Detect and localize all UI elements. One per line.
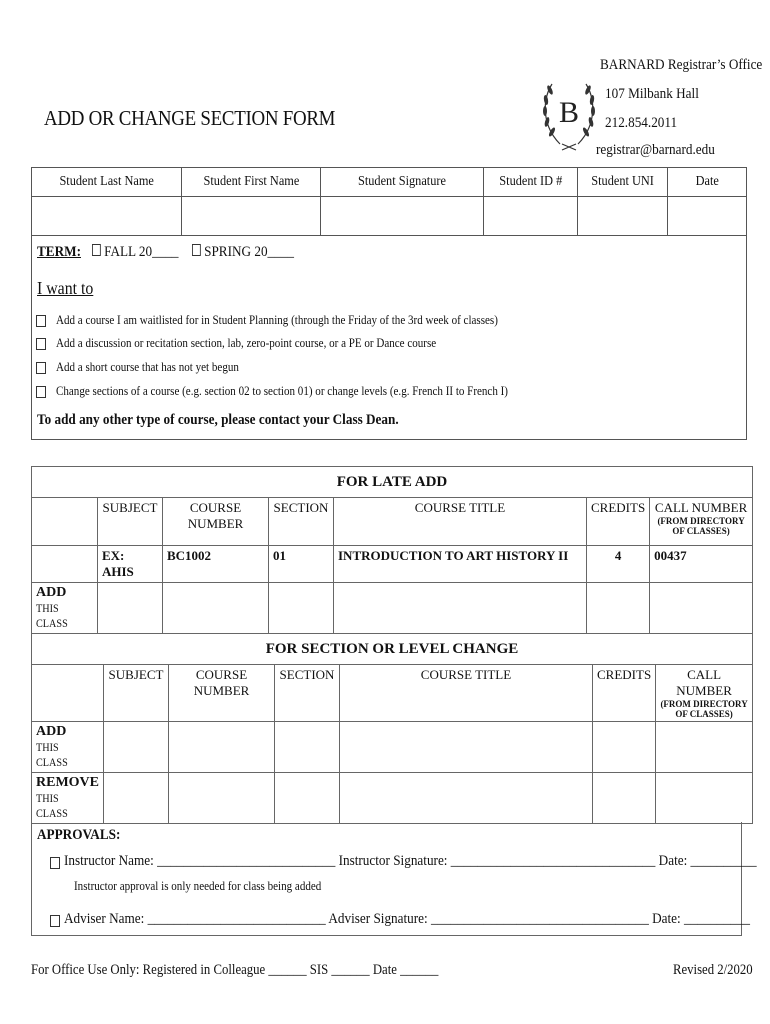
spring-checkbox[interactable] bbox=[192, 244, 201, 256]
office-use-line: For Office Use Only: Registered in Colleague ______ SIS ______ Date ______ bbox=[31, 962, 439, 978]
col-credits: CREDITS bbox=[587, 498, 650, 546]
approvals-section bbox=[31, 822, 757, 936]
late-add-section-field[interactable] bbox=[269, 583, 334, 634]
change-col-credits: CREDITS bbox=[593, 665, 656, 722]
adviser-approval[interactable] bbox=[50, 911, 750, 932]
signature-field[interactable] bbox=[321, 197, 484, 236]
change-col-course-title: COURSE TITLE bbox=[340, 665, 593, 722]
change-add-section-field[interactable] bbox=[275, 722, 340, 773]
term-label: TERM: bbox=[37, 244, 81, 260]
instructor-line[interactable]: Instructor Name: ___________________________ Instructor Signature: _______________________________ Date: __________ bbox=[64, 853, 757, 869]
header-signature: Student Signature bbox=[321, 168, 484, 197]
term-fall[interactable]: FALL 20____ bbox=[92, 244, 179, 261]
late-add-call-number-field[interactable] bbox=[650, 583, 753, 634]
date-field[interactable] bbox=[668, 197, 747, 236]
col-course-title: COURSE TITLE bbox=[334, 498, 587, 546]
late-add-course-number-field[interactable] bbox=[163, 583, 269, 634]
change-remove-subject-field[interactable] bbox=[104, 773, 169, 824]
change-remove-course-number-field[interactable] bbox=[169, 773, 275, 824]
fall-checkbox[interactable] bbox=[92, 244, 101, 256]
late-add-table bbox=[31, 466, 753, 634]
late-add-title: FOR LATE ADD bbox=[32, 467, 753, 498]
barnard-logo bbox=[540, 70, 598, 156]
want-option-3[interactable]: Add a short course that has not yet begun bbox=[36, 361, 46, 379]
revised-date: Revised 2/2020 bbox=[673, 962, 753, 978]
want-option-4[interactable]: Change sections of a course (e.g. section 02 to section 01) or change levels (e.g. French II to French I) bbox=[36, 385, 46, 403]
change-add-call-number-field[interactable] bbox=[656, 722, 753, 773]
header-last-name: Student Last Name bbox=[32, 168, 182, 197]
uni-field[interactable] bbox=[578, 197, 668, 236]
form-title: ADD OR CHANGE SECTION FORM bbox=[44, 106, 336, 130]
example-call-number: 00437 bbox=[650, 546, 753, 583]
office-address: 107 Milbank Hall bbox=[605, 86, 699, 102]
example-course-title: INTRODUCTION TO ART HISTORY II bbox=[334, 546, 587, 583]
want-option-2[interactable]: Add a discussion or recitation section, lab, zero-point course, or a PE or Dance course bbox=[36, 337, 46, 355]
option-2-checkbox[interactable] bbox=[36, 338, 46, 350]
change-add-course-number-field[interactable] bbox=[169, 722, 275, 773]
change-remove-call-number-field[interactable] bbox=[656, 773, 753, 824]
office-email: registrar@barnard.edu bbox=[596, 142, 715, 158]
col-course-number: COURSE NUMBER bbox=[163, 498, 269, 546]
change-col-course-number: COURSE NUMBER bbox=[169, 665, 275, 722]
last-name-field[interactable] bbox=[32, 197, 182, 236]
change-add-course-title-field[interactable] bbox=[340, 722, 593, 773]
svg-text:B: B bbox=[558, 96, 580, 129]
option-4-checkbox[interactable] bbox=[36, 386, 46, 398]
change-remove-credits-field[interactable] bbox=[593, 773, 656, 824]
instructor-checkbox[interactable] bbox=[50, 857, 60, 869]
section-change-table bbox=[31, 633, 753, 824]
instructor-note: Instructor approval is only needed for class being added bbox=[74, 878, 322, 893]
col-call-number: CALL NUMBER (FROM DIRECTORY OF CLASSES) bbox=[650, 498, 753, 546]
approvals-heading: APPROVALS: bbox=[37, 827, 121, 843]
header-uni: Student UNI bbox=[578, 168, 668, 197]
example-section: 01 bbox=[269, 546, 334, 583]
want-heading: I want to bbox=[37, 278, 94, 298]
col-section: SECTION bbox=[269, 498, 334, 546]
change-col-call-number: CALL NUMBER (FROM DIRECTORY OF CLASSES) bbox=[656, 665, 753, 722]
option-3-checkbox[interactable] bbox=[36, 362, 46, 374]
term-spring[interactable]: SPRING 20____ bbox=[192, 244, 294, 261]
header-first-name: Student First Name bbox=[182, 168, 321, 197]
first-name-field[interactable] bbox=[182, 197, 321, 236]
dean-note: To add any other type of course, please contact your Class Dean. bbox=[37, 412, 399, 428]
adviser-line[interactable]: Adviser Name: ___________________________ Adviser Signature: _________________________________ Date: __________ bbox=[64, 911, 750, 927]
office-name: BARNARD Registrar’s Office bbox=[600, 57, 763, 73]
example-course-number: BC1002 bbox=[163, 546, 269, 583]
change-title: FOR SECTION OR LEVEL CHANGE bbox=[32, 634, 753, 665]
change-add-credits-field[interactable] bbox=[593, 722, 656, 773]
office-phone: 212.854.2011 bbox=[605, 115, 678, 131]
change-remove-course-title-field[interactable] bbox=[340, 773, 593, 824]
late-add-credits-field[interactable] bbox=[587, 583, 650, 634]
change-remove-row-label: REMOVE THIS CLASS bbox=[32, 773, 104, 824]
change-remove-section-field[interactable] bbox=[275, 773, 340, 824]
header-date: Date bbox=[668, 168, 747, 197]
option-1-checkbox[interactable] bbox=[36, 315, 46, 327]
student-info-table bbox=[31, 167, 747, 236]
header-student-id: Student ID # bbox=[484, 168, 578, 197]
student-id-field[interactable] bbox=[484, 197, 578, 236]
change-add-subject-field[interactable] bbox=[104, 722, 169, 773]
instructor-approval[interactable] bbox=[50, 853, 757, 874]
change-col-section: SECTION bbox=[275, 665, 340, 722]
col-subject: SUBJECT bbox=[98, 498, 163, 546]
example-subject: EX: AHIS bbox=[98, 546, 163, 583]
late-add-course-title-field[interactable] bbox=[334, 583, 587, 634]
want-option-1[interactable]: Add a course I am waitlisted for in Student Planning (through the Friday of the 3rd week of classes) bbox=[36, 314, 46, 332]
term-section bbox=[31, 232, 747, 440]
late-add-row-label: ADD THIS CLASS bbox=[32, 583, 98, 634]
adviser-checkbox[interactable] bbox=[50, 915, 60, 927]
example-credits: 4 bbox=[587, 546, 650, 583]
late-add-subject-field[interactable] bbox=[98, 583, 163, 634]
change-col-subject: SUBJECT bbox=[104, 665, 169, 722]
change-add-row-label: ADD THIS CLASS bbox=[32, 722, 104, 773]
